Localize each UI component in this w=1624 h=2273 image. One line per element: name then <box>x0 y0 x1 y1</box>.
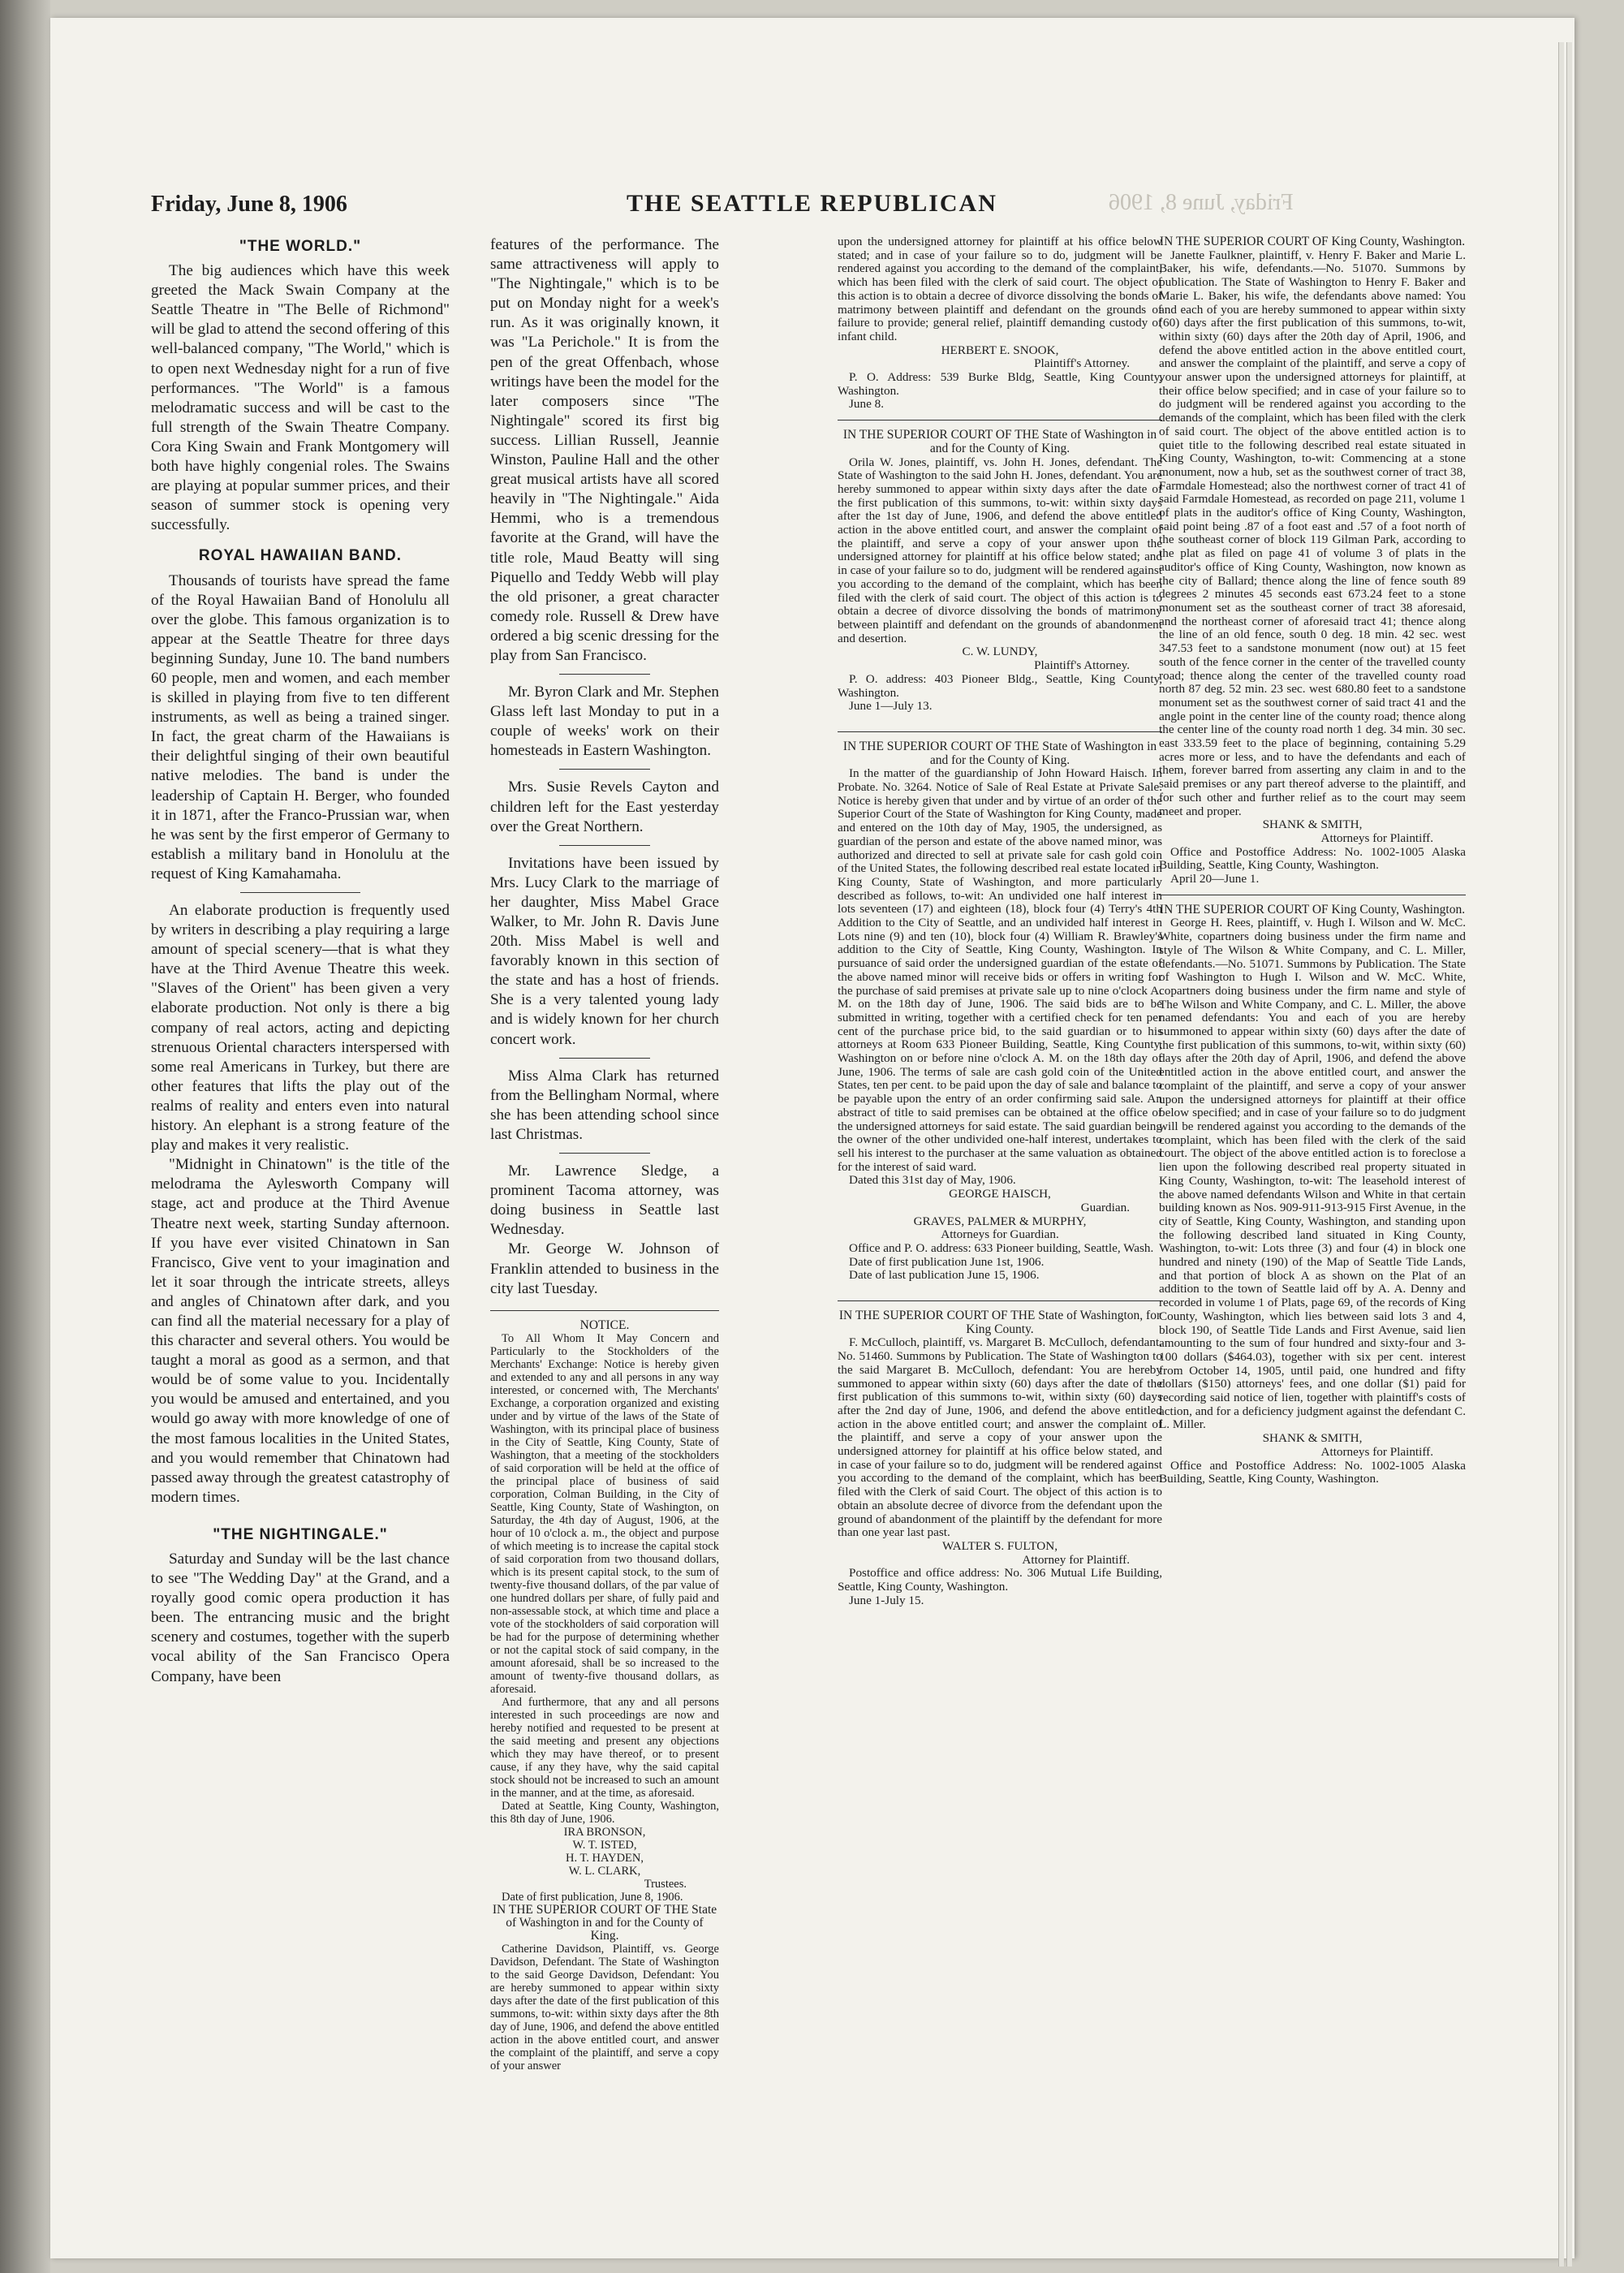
issue-date: Friday, June 8, 1906 <box>151 192 347 217</box>
headline-the-nightingale: "THE NIGHTINGALE." <box>213 1525 388 1543</box>
notice-merchants-exchange <box>490 1319 719 2072</box>
summons-davidson-body: Catherine Davidson, Plaintiff, vs. George Davidson, Defendant. The State of Washington to the said George Davidson, Defendant: You are hereby summoned to appear within sixty days after the date of the first publication of this summons, to-wit: within sixty days after the 8th day of June, 1906, and defend the above entitled action in the above entitled court, and answer the complaint of the plaintiff, and serve a copy of your answer <box>490 1942 719 2072</box>
publication-date: June 1—July 13. <box>849 699 933 714</box>
summons-baker-heading: IN THE SUPERIOR COURT OF King County, Washington. <box>1159 235 1466 248</box>
notice-signature: H. T. HAYDEN, <box>566 1851 644 1865</box>
attorney-signature: HERBERT E. SNOOK, <box>941 343 1059 357</box>
probate-haisch-heading: IN THE SUPERIOR COURT OF THE State of Washington in and for the County of King. <box>842 739 1157 767</box>
page-edge <box>1566 42 1572 2267</box>
guardian-signature: GEORGE HAISCH, <box>949 1187 1051 1201</box>
summons-rees-heading: IN THE SUPERIOR COURT OF King County, Washington. <box>1159 902 1466 917</box>
page-edge <box>1558 42 1564 2267</box>
probate-haisch-body: In the matter of the guardianship of John Howard Haisch. In Probate. No. 3264. Notice of Sale of Real Estate at Private Sale. Notice is hereby given that under and by virtue of an order of the Superior Court of the State of Washington for King County, made and entered on the 10th day of May, 1905, the undersigned, as guardian of the person and estate of the above named minor, was authorized and directed to sell at private sale for cash gold coin of the United States, the following described real estate located in King County, State of Washington, and more particularly described as follows, to-wit: An undivided one half interest in lots seventeen (17) and eighteen (18), block four (4) Terry's 4th Addition to the City of Seattle, and an undivided half interest in Lots nine (9) and ten (10), block four (4) William R. Brawley's addition to the City of Seattle, King County, Washington. In pursuance of said order the undersigned guardian of the estate of the above named minor will receive bids or offers in writing for the purchase of said premises at private sale up to nine o'clock A. M. on the 18th day of June, 1906. The said bids are to be submitted in writing, together with a certified check for ten per cent of the purchase price bid, to the said guardian or to his attorneys at Room 633 Pioneer Building, Seattle, King County, Washington on or before nine o'clock A. M. on the 18th day of June, 1906. The terms of sale are cash gold coin of the United States, ten per cent. to be paid upon the day of sale and balance to be payable upon the entry of an order confirming said sale. An abstract of title to said premises can be obtained at the office of the undersigned attorneys for said estate. The said guardian being the owner of the other undivided one-half interest, undertakes to sell his interest to the purchaser at the same valuation as obtained for the interest of said ward. <box>838 766 1162 1174</box>
attorney-role: Attorneys for Guardian. <box>941 1227 1059 1242</box>
guardian-role: Guardian. <box>1080 1200 1130 1214</box>
divider <box>490 1310 719 1311</box>
last-publication: Date of last publication June 15, 1906. <box>849 1268 1040 1283</box>
summons-baker-body: Janette Faulkner, plaintiff, v. Henry F. Baker and Marie L. Baker, his wife, defendants.—No. 51070. Summons by publication. The State of Washington to Henry F. Baker and Marie L. Baker, his wife, the defendants above named: You and each of you are hereby summoned to appear within sixty (60) days after the first publication of this summons, to-wit, within sixty (60) days after the 20th day of April, 1906, and defend the above entitled action in the above entitled court, and answer the complaint of the plaintiff, and serve a copy of your answer upon the undersigned attorneys for plaintiff, at their office below specified; and in case of your failure so to do judgment will be rendered against you according to the demands of the complaint, which has been filed with the clerk of said court. The object of the above entitled action is to quiet title to the following described real estate situated in King County, Washington, to-wit: Commencing at a stone monument, now a hub, set as the southwest corner of tract 38, Farmdale Homestead; also the northwest corner of tract 41 of said Farmdale Homestead, as recorded on page 211, volume 1 of plats in the auditor's office of King County, Washington, said point being .87 of a foot east and .57 of a foot north of the southeast corner of block 119 Gilman Park, according to the plat as filed on page 41 of volume 3 of plats in the auditor's office of King County, Washington, now known as the city of Ballard; thence along the line of fence south 89 degrees 2 minutes 45 seconds east 673.24 feet to a stone monument set as the southeast corner of tract 38 aforesaid, and the northeast corner of aforesaid tract 41; thence along the line of an old fence, south 0 deg. 18 min. 42 sec. west 347.53 feet to a sandstone monument (now out) at 15 feet south of the fence corner in the center of the travelled county road; thence along the center of the travelled county road north 87 deg. 52 min. 23 sec. west 680.80 feet to a sandstone monument set as the southwest corner of said tract 41 and the angle point in the center line of the county road; thence along the center line of the county road north 1 deg. 34 min. 30 sec. east 333.59 feet to the place of beginning, containing 5.29 acres more or less, and to have the defendants and each of them, forever barred from asserting any claim in and to the said premises or any part thereof adverse to the plaintiff, and for such other and further relief as to the court may seem meet and proper. <box>1159 248 1466 818</box>
publication-date: June 1-July 15. <box>849 1593 924 1607</box>
column-3 <box>838 235 1162 2044</box>
column-4 <box>1159 235 1466 2044</box>
summons-rees-body: George H. Rees, plaintiff, v. Hugh I. Wilson and W. McC. White, copartners doing business under the firm name and style of The Wilson & White Company, and C. L. Miller, defendants.—No. 51071. Summons by Publication. The State of Washington to Hugh I. Wilson and W. McC. White, copartners doing business under the firm name and style of The Wilson and White Company, and C. L. Miller, the above named defendants: You and each of you are hereby summoned to appear within sixty (60) days after the date of the first publication of this summons, to-wit, within sixty (60) days after the 20th day of April, 1906, and defend the above entitled action in the above entitled court, and answer the complaint of the plaintiff, and serve a copy of your answer upon the undersigned attorneys for plaintiff at their office below specified; and in case of your failure so to do judgment will be rendered against you according to the demands of the complaint, which has been filed with the clerk of the said court. The object of the above entitled action is to foreclose a lien upon the following described real property situated in King County, Washington, to-wit: The leasehold interest of the above named defendants Wilson and White in that certain building known as Nos. 909-911-913-915 First Avenue, in the city of Seattle, King County, Washington, and standing upon the following described land situated in King County, Washington, to-wit: Lots three (3) and four (4) in block one hundred and ninety (190) of the Map of Seattle Tide Lands, and that portion of block A as shown on the Plat of an addition to the town of Seattle laid off by A. A. Denny and recorded in volume 1 of Plats, page 69, of the records of King County, Washington, which lies between said lots 3 and 4, block 190, of Seattle Tide Lands and First Avenue, said lien amounting to the sum of four hundred and sixty-four and 3-100 dollars ($464.03), together with six per cent. interest from October 14, 1905, until paid, one hundred and fifty dollars ($150) attorneys' fees, and one dollar ($1) paid for recording said notice of lien, together with plaintiff's costs of action, and for a deficiency judgment against the defendant C. L. Miller. <box>1159 916 1466 1432</box>
book-binding <box>0 0 50 2273</box>
column-1 <box>151 235 450 2009</box>
summons-mcculloch-heading: IN THE SUPERIOR COURT OF THE State of Washington, for King County. <box>838 1309 1161 1336</box>
publication-date: April 20—June 1. <box>1170 872 1260 886</box>
attorney-address: Office and Postoffice Address: No. 1002-1005 Alaska Building, Seattle, King County, Washington. <box>1159 1458 1466 1486</box>
article-the-world: The big audiences which have this week greeted the Mack Swain Company at the Seattle Theatre in "The Belle of Richmond" will be glad to attend the second offering of this well-balanced company, "The World," which is to open next Wednesday night for a run of five performances. "The World" is a famous melodramatic success and will be cast to the full strength of the Swain Theatre Company. Cora King Swain and Frank Montgomery will both have highly congenial roles. The Swains are playing at popular summer prices, and their season of summer stock is opening very successfully. <box>151 262 450 534</box>
attorney-role: Attorney for Plaintiff. <box>1022 1552 1130 1567</box>
attorney-address: P. O. Address: 539 Burke Bldg, Seattle, King County, Washington. <box>838 370 1162 398</box>
summons-davidson-heading: IN THE SUPERIOR COURT OF THE State of Washington in and for the County of King. <box>492 1902 717 1943</box>
summons-jones-body: Orila W. Jones, plaintiff, vs. John H. Jones, defendant. The State of Washington to the said John H. Jones, defendant. You are hereby summoned to appear within sixty days after the date of the first publication of this summons, to-wit: within sixty days after the 1st day of June, 1906, and defend the above entitled action in the above entitled court, and answer the complaint of the plaintiff, and serve a copy of your answer upon the undersigned attorney for plaintiff at his office below stated; and in case of your failure so to do, judgment will be rendered against you according to the demand of the complaint, which has been filed with the clerk of said court. The object of this action is to obtain a decree of divorce dissolving the bonds of matrimony between plaintiff and defendant on the grounds of abandonment and desertion. <box>838 455 1162 645</box>
attorney-signature: SHANK & SMITH, <box>1262 817 1363 832</box>
divider <box>559 1153 651 1154</box>
article-royal-hawaiian-band: Thousands of tourists have spread the fame of the Royal Hawaiian Band of Honolulu all over the globe. This famous organization is to appear at the Seattle Theatre for three days beginning Sunday, June 10. The band numbers 60 people, men and women, and each member is skilled in playing from five to ten different instruments, as well as being a trained singer. In fact, the great charm of the Hawaiians is their delightful singing of their own beautiful native melodies. The band is under the leadership of Captain H. Berger, who founded it in 1871, after the Franco-Prussian war, when he was sent by the first emperor of Germany to establish a military band in Honolulu at the request of King Kamahamaha. <box>151 571 450 882</box>
item-lawrence-sledge: Mr. Lawrence Sledge, a prominent Tacoma attorney, was doing business in Seattle last Wednesday. <box>490 1162 719 1239</box>
item-susie-cayton: Mrs. Susie Revels Cayton and children left for the East yesterday over the Great Northern. <box>490 779 719 835</box>
notice-signature: W. L. CLARK, <box>568 1864 641 1878</box>
notice-dated: Dated at Seattle, King County, Washington, this 8th day of June, 1906. <box>490 1799 719 1826</box>
publication-date: June 8. <box>849 397 885 412</box>
attorney-address: Office and P. O. address: 633 Pioneer building, Seattle, Wash. <box>849 1240 1154 1255</box>
attorney-role: Plaintiff's Attorney. <box>1034 658 1130 673</box>
headline-the-world: "THE WORLD." <box>239 238 362 255</box>
attorney-signature: GRAVES, PALMER & MURPHY, <box>913 1214 1087 1228</box>
article-slaves-of-the-orient: An elaborate production is frequently used by writers in describing a play requiring a large amount of special scenery—that is what they have at the Third Avenue Theatre this week. "Slaves of the Orient" has been given a very elaborate production. Not only is there a big company of real actors, acting and depicting strenuous Oriental characters interspersed with some real Americans in Turkey, but there are other features that lifts the play out of the realms of reality and enters even into natural history. An elephant is a strong feature of the play and makes it very realistic. <box>151 902 450 1154</box>
notice-publication-date: Date of first publication, June 8, 1906. <box>502 1890 683 1904</box>
divider <box>559 674 651 675</box>
headline-royal-hawaiian-band: ROYAL HAWAIIAN BAND. <box>198 547 403 565</box>
notice-trustees: Trustees. <box>644 1877 687 1891</box>
paper-title: THE SEATTLE REPUBLICAN <box>627 190 997 217</box>
divider <box>559 1058 651 1059</box>
attorney-signature: WALTER S. FULTON, <box>941 1538 1058 1553</box>
item-byron-clark: Mr. Byron Clark and Mr. Stephen Glass left last Monday to put in a couple of weeks' work on their homesteads in Eastern Washington. <box>490 684 719 760</box>
attorney-role: Plaintiff's Attorney. <box>1034 356 1130 371</box>
attorney-address: P. O. address: 403 Pioneer Bldg., Seattle, King County, Washington. <box>838 671 1162 700</box>
bleed-through-text: Friday, June 8, 1906 <box>1109 190 1294 215</box>
summons-jones-heading: IN THE SUPERIOR COURT OF THE State of Washington in and for the County of King. <box>842 428 1157 455</box>
divider <box>559 845 651 846</box>
attorney-role: Attorneys for Plaintiff. <box>1320 830 1433 845</box>
article-the-nightingale: Saturday and Sunday will be the last chance to see "The Wedding Day" at the Grand, and a royally good comic opera production it has been. The entrancing music and the bright scenery and costumes, together with the superb vocal ability of the San Francisco Opera Company, have been <box>151 1551 450 1685</box>
first-publication: Date of first publication June 1st, 1906. <box>849 1254 1045 1269</box>
item-wedding-invitations: Invitations have been issued by Mrs. Lucy Clark to the marriage of her daughter, Miss Mabel Grace Walker, to Mr. John R. Davis June 20th. Miss Mabel is well and favorably known in this section of the state and has a host of friends. She is a very talented young lady and is widely known for her church concert work. <box>490 854 719 1048</box>
notice-signature: IRA BRONSON, <box>563 1825 646 1839</box>
divider <box>838 731 1162 732</box>
divider <box>838 1300 1162 1301</box>
summons-snook-body: upon the undersigned attorney for plaintiff at his office below stated; and in case of your failure so to do, judgment will be rendered against you according to the demand of the complaint, which has been filed with the clerk of said court. The object of this action is to obtain a decree of divorce dissolving the bonds of matrimony between plaintiff and defendant on the grounds of failure to provide; general relief, plaintiff demanding custody of infant child. <box>838 235 1162 343</box>
notice-body-2: And furthermore, that any and all persons interested in such proceedings are now and hereby notified and requested to be present at the said meeting and present any objections which they may have thereof, or to present cause, if any they have, why the said capital stock should not be increased to such an amount in the manner, and at the time, as aforesaid. <box>490 1695 719 1800</box>
attorney-signature: SHANK & SMITH, <box>1262 1431 1363 1446</box>
attorney-role: Attorneys for Plaintiff. <box>1320 1444 1433 1459</box>
divider <box>240 892 360 893</box>
page-header <box>151 188 1466 224</box>
attorney-signature: C. W. LUNDY, <box>962 645 1038 659</box>
item-alma-clark: Miss Alma Clark has returned from the Bellingham Normal, where she has been attending school since last Christmas. <box>490 1067 719 1143</box>
divider <box>559 769 651 770</box>
attorney-address: Office and Postoffice Address: No. 1002-1005 Alaska Building, Seattle, King County, Washington. <box>1159 844 1466 873</box>
column-2 <box>490 235 719 2072</box>
attorney-address: Postoffice and office address: No. 306 Mutual Life Building, Seattle, King County, Washington. <box>838 1566 1162 1594</box>
summons-mcculloch-body: F. McCulloch, plaintiff, vs. Margaret B. McCulloch, defendant. No. 51460. Summons by Publication. The State of Washington to the said Margaret B. McCulloch, defendant: You are hereby summoned to appear within sixty (60) days after the date of the first publication of this summons to-wit, within sixty (60) days after the 2nd day of June, 1906, and defend the above entitled action in the above entitled court; and answer the complaint of the plaintiff, and serve a copy of your answer upon the undersigned attorney for plaintiff at his office below stated, and in case of your failure so to do, judgment will be rendered against you according to the demand of the complaint, which has been filed with the Clerk of said Court. The object of this action is to obtain an absolute decree of divorce from the defendant upon the ground of abandonment of the plaintiff by the defendant for more than one year last past. <box>838 1335 1162 1540</box>
probate-dated: Dated this 31st day of May, 1906. <box>849 1173 1016 1188</box>
item-george-johnson: Mr. George W. Johnson of Franklin attended to business in the city last Tuesday. <box>490 1240 719 1297</box>
notice-body: To All Whom It May Concern and Particularly to the Stockholders of the Merchants' Exchange: Notice is hereby given and extended to any and all persons in any way interested, or concerned with, The Merchants' Exchange, a corporation organized and existing under and by virtue of the laws of the State of Washington, with its principal place of business in the City of Seattle, King County, State of Washington, that a meeting of the stockholders of said corporation will be held at the office of the principal place of business of said corporation, Colman Building, in the City of Seattle, King County, State of Washington, on Saturday, the 4th day of August, 1906, at the hour of 10 o'clock a. m., the object and purpose of which meeting is to increase the capital stock of said corporation from two thousand dollars, which is its present capital stock, to the sum of twenty-five thousand dollars, of the par value of one hundred dollars per share, of fully paid and non-assessable stock, at which time and place a vote of the stockholders of said corporation will be had for the purpose of determining whether or not the capital stock of said company, in the amount aforesaid, shall be so increased to the amount of twenty-five thousand dollars, as aforesaid. <box>490 1331 719 1696</box>
article-midnight-in-chinatown: "Midnight in Chinatown" is the title of the melodrama the Aylesworth Company will stage, act and produce at the Third Avenue Theatre next week, starting Sunday afternoon. If you have ever visited Chinatown in San Francisco, Give vent to your imagination and let it soar through the intricate streets, alleys and angles of Chinatown after dark, and you can find all the material necessary for a play of this character and several others. You would be taught a moral as good as a sermon, and that would be of some value to you. Incidentally you would be amused and entertained, and you would go away with more knowledge of one of the most famous localities in the United States, and you would remember that Chinatown had passed away through the greatest catastrophy of modern times. <box>151 1156 450 1506</box>
notice-heading: NOTICE. <box>579 1318 630 1332</box>
divider <box>838 420 1162 421</box>
notice-signature: W. T. ISTED, <box>572 1838 637 1852</box>
article-the-nightingale-continued: features of the performance. The same attractiveness will apply to "The Nightingale," which is to be put on Monday night for a week's run. As it was originally known, it was "La Perichole." It is from the pen of the great Offenbach, whose writings have been the model for the later composers since "The Nightingale" scored its first big success. Lillian Russell, Jeannie Winston, Pauline Hall and the other great musical artists have all scored heavily in "The Nightingale." Aida Hemmi, who is a tremendous favorite at the Grand, will have the title role, Maud Beatty will sing Piquello and Teddy Webb will play the old prisoner, a great character comedy role. Russell & Drew have ordered a big scenic dressing for the play from San Francisco. <box>490 236 719 664</box>
